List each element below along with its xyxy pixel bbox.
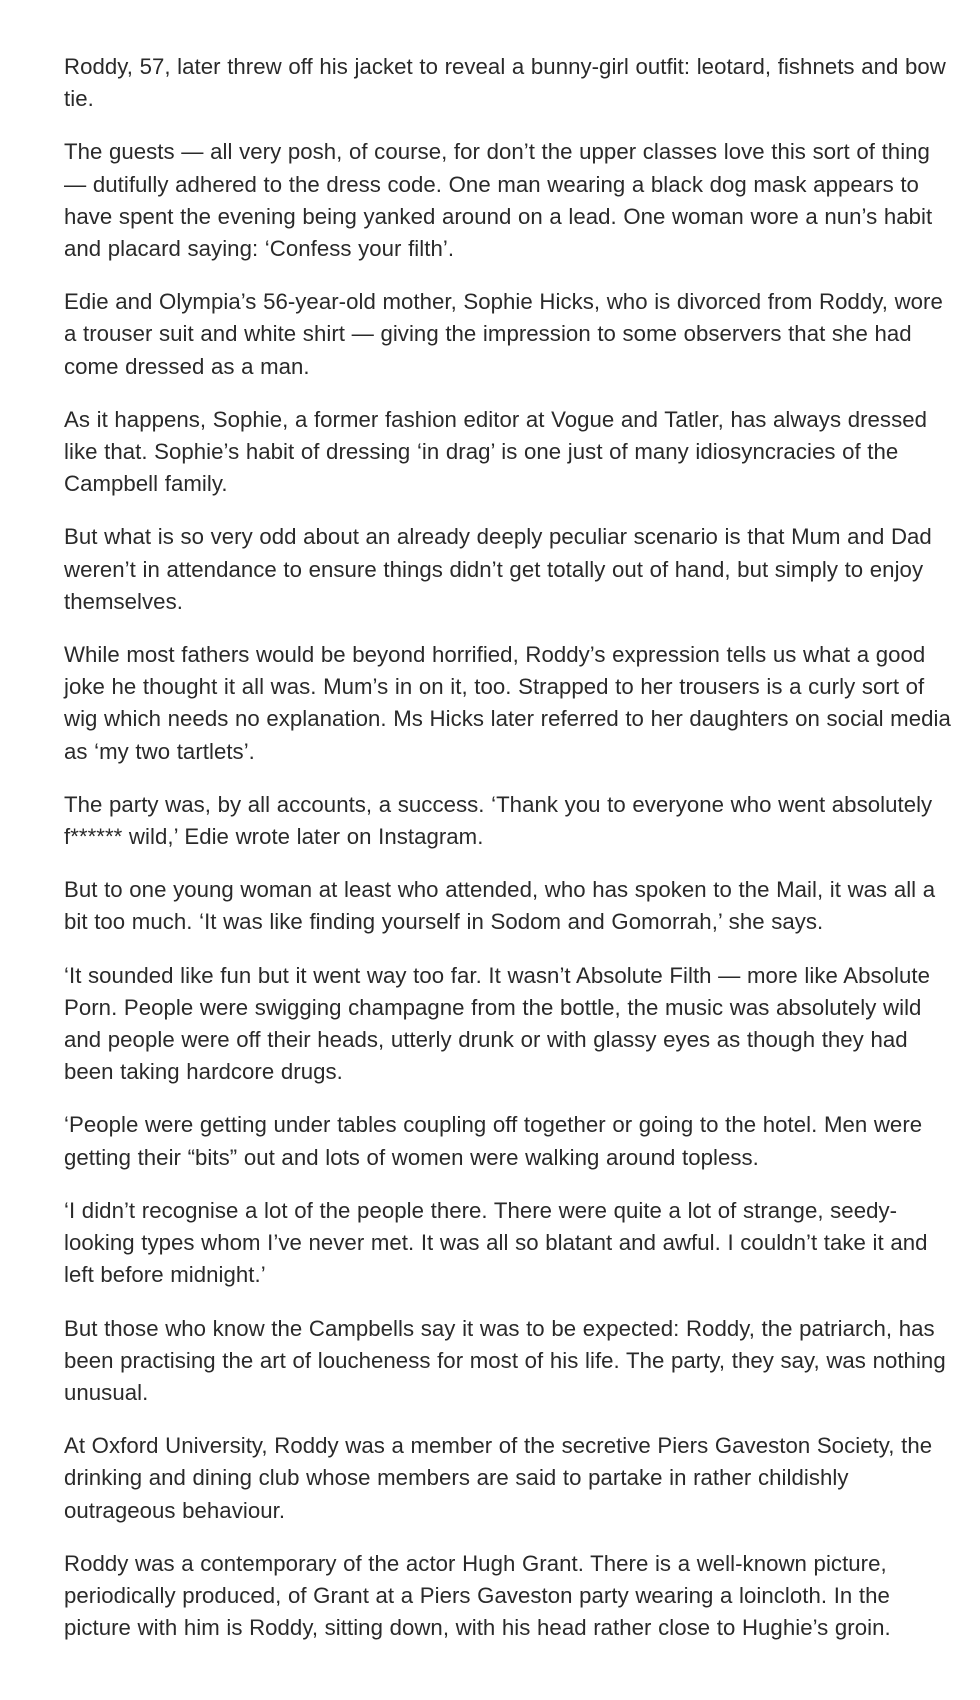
article-paragraph: As it happens, Sophie, a former fashion editor at Vogue and Tatler, has always dressed like that. Sophie’s habit of dressing ‘in drag’ is one just of many idiosyncracies of the Campbell family. xyxy=(64,406,927,497)
article-paragraph: Roddy was a contemporary of the actor Hugh Grant. There is a well-known picture, periodically produced, of Grant at a Piers Gaveston party wearing a loincloth. In the picture with him is Roddy, sitting down, with his head rather close to Hughie’s groin. xyxy=(64,1550,891,1641)
article-paragraph: But those who know the Campbells say it was to be expected: Roddy, the patriarch, has been practising the art of loucheness for most of his life. The party, they say, was nothing unusual. xyxy=(64,1315,946,1405)
article-paragraph: ‘People were getting under tables coupling off together or going to the hotel. Men were getting their “bits” out and lots of women were walking around topless. xyxy=(64,1112,923,1170)
article-paragraph: At Oxford University, Roddy was a member of the secretive Piers Gaveston Society, the drinking and dining club whose members are said to partake in rather childishly outrageous behaviour. xyxy=(64,1433,933,1523)
article-paragraph: ‘I didn’t recognise a lot of the people there. There were quite a lot of strange, seedy-looking types whom I’ve never met. It was all so blatant and awful. I couldn’t take it and left before midnight.’ xyxy=(64,1197,928,1288)
article-paragraph: While most fathers would be beyond horrified, Roddy’s expression tells us what a good joke he thought it all was. Mum’s in on it, too. Strapped to her trousers is a curly sort of wig which needs no explanation. Ms Hicks later referred to her daughters on social media as ‘my two tartlets’. xyxy=(64,642,951,764)
article-paragraph: The guests — all very posh, of course, for don’t the upper classes love this sort of thing — dutifully adhered to the dress code. One man wearing a black dog mask appears to have spent the evening being yanked around on a lead. One woman wore a nun’s habit and placard saying: ‘Confess your filth’. xyxy=(64,139,933,262)
article-paragraph: Edie and Olympia’s 56-year-old mother, Sophie Hicks, who is divorced from Roddy, wore a trouser suit and white shirt — giving the impression to some observers that she had come dressed as a man. xyxy=(64,289,943,379)
article-paragraph: The party was, by all accounts, a success. ‘Thank you to everyone who went absolutely f****** wild,’ Edie wrote later on Instagram. xyxy=(64,791,933,850)
article-paragraph: ‘It sounded like fun but it went way too far. It wasn’t Absolute Filth — more like Absolute Porn. People were swigging champagne from the bottle, the music was absolutely wild and people were off their heads, utterly drunk or with glassy eyes as though they had been taking hardcore drugs. xyxy=(64,962,931,1085)
article-paragraph: But what is so very odd about an already deeply peculiar scenario is that Mum and Dad weren’t in attendance to ensure things didn’t get totally out of hand, but simply to enjoy themselves. xyxy=(64,524,932,614)
article-paragraph: But to one young woman at least who attended, who has spoken to the Mail, it was all a bit too much. ‘It was like finding yourself in Sodom and Gomorrah,’ she says. xyxy=(64,877,936,935)
article-paragraph: Roddy, 57, later threw off his jacket to reveal a bunny-girl outfit: leotard, fishnets and bow tie. xyxy=(64,54,946,112)
